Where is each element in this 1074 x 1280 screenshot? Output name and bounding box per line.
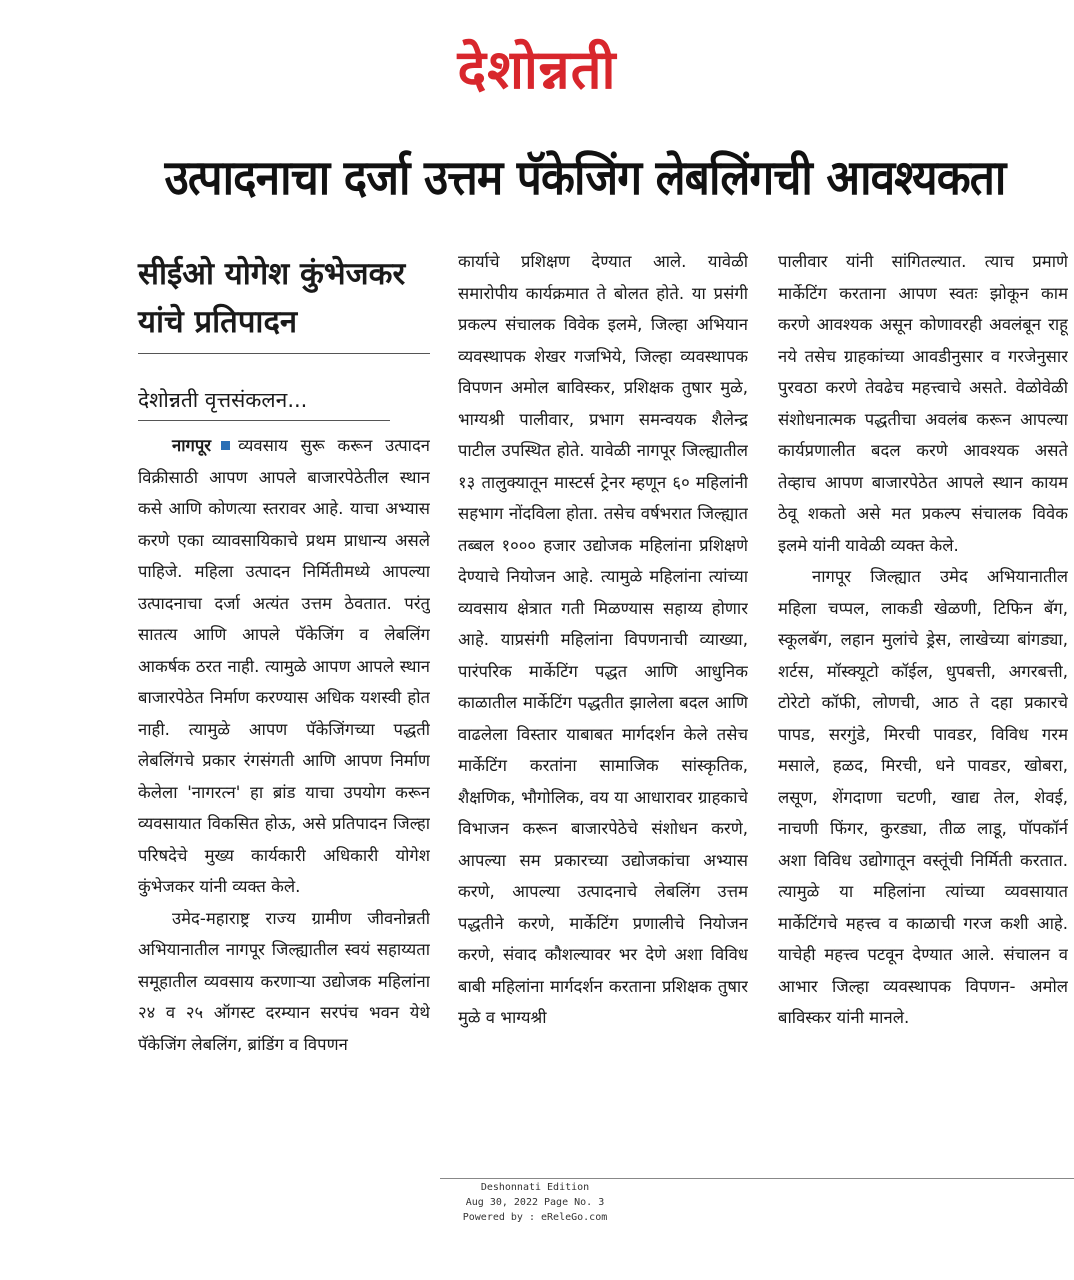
article-column-2 (458, 246, 748, 1182)
footer-rule (440, 1178, 1074, 1179)
subhead-line-2: यांचे प्रतिपादन (138, 304, 298, 340)
bullet-square-icon (221, 441, 230, 450)
paragraph (138, 430, 430, 903)
paragraph: पालीवार यांनी सांगितल्यात. त्याच प्रमाणे मार्केटिंग करताना आपण स्वतः झोकून काम करणे आवश्यक असून कोणावरही अवलंबून राहू नये तसेच ग्राहकांच्या आवडीनुसार व गरजेनुसार पुरवठा करणे तेवढेच महत्त्वाचे असते. वेळोवेळी संशोधनात्मक पद्धतीचा अवलंब करून आपल्या कार्यप्रणालीत बदल करणे आवश्यक असते तेव्हाच आपण बाजारपेठेत आपले स्थान कायम ठेवू शकतो असे मत प्रकल्प संचालक विवेक इलमे यांनी यावेळी व्यक्त केले. (778, 252, 1068, 555)
paragraph: उमेद-महाराष्ट्र राज्य ग्रामीण जीवनोन्नती अभियानातील नागपूर जिल्ह्यातील स्वयं सहाय्यता समूहातील व्यवसाय करणाऱ्या उद्योजक महिलांना २४ व २५ ऑगस्ट दरम्यान सरपंच भवन येथे पॅकेजिंग लेबलिंग, ब्रांडिंग व विपणन (138, 908, 430, 1054)
paragraph: कार्याचे प्रशिक्षण देण्यात आले. यावेळी समारोपीय कार्यक्रमात ते बोलत होते. या प्रसंगी प्रकल्प संचालक विवेक इलमे, जिल्हा अभियान व्यवस्थापक शेखर गजभिये, जिल्हा व्यवस्थापक विपणन अमोल बाविस्कर, प्रशिक्षक तुषार मुळे, भाग्यश्री पालीवार, प्रभाग समन्वयक शैलेन्द्र पाटील उपस्थित होते. यावेळी नागपूर जिल्ह्यातील १३ तालुक्यातून मास्टर्स ट्रेनर म्हणून ६० महिलांनी सहभाग नोंदविला होता. तसेच वर्षभरात जिल्ह्यात तब्बल १००० हजार उद्योजक महिलांना प्रशिक्षणे देण्याचे नियोजन आहे. त्यामुळे महिलांना त्यांच्या व्यवसाय क्षेत्रात गती मिळण्यास सहाय्य होणार आहे. याप्रसंगी महिलांना विपणनाची व्याख्या, पारंपरिक मार्केटिंग पद्धत आणि आधुनिक काळातील मार्केटिंग पद्धतीत झालेला बदल आणि वाढलेला विस्तार याबाबत मार्गदर्शन केले तसेच मार्केटिंग करतांना सामाजिक सांस्कृतिक, शैक्षणिक, भौगोलिक, वय या आधारावर ग्राहकाचे विभाजन करून बाजारपेठेचे संशोधन करणे, आपल्या सम प्रकारच्या उद्योजकांचा अभ्यास करणे, आपल्या उत्पादनाचे लेबलिंग उत्तम पद्धतीने करणे, मार्केटिंग प्रणालीचे नियोजन करणे, संवाद कौशल्यावर भर देणे अशा विविध बाबी महिलांना मार्गदर्शन करताना प्रशिक्षक तुषार मुळे व भाग्यश्री (458, 252, 748, 1027)
paragraph-text: व्यवसाय सुरू करून उत्पादन विक्रीसाठी आपण आपले बाजारपेठेतील स्थान कसे आणि कोणत्या स्तरावर आहे. याचा अभ्यास करणे एका व्यावसायिकाचे प्रथम प्राधान्य असले पाहिजे. महिला उत्पादन निर्मितीमध्ये आपल्या उत्पादनाचा दर्जा अत्यंत उत्तम ठेवतात. परंतु सातत्य आणि आपले पॅकेजिंग व लेबलिंग आकर्षक ठरत नाही. त्यामुळे आपण आपले स्थान बाजारपेठेत निर्माण करण्यास अधिक यशस्वी होत नाही. त्यामुळे आपण पॅकेजिंगच्या पद्धती लेबलिंगचे प्रकार रंगसंगती आणि आपण निर्माण केलेला 'नागरत्न' हा ब्रांड याचा उपयोग करून व्यवसायात विकसित होऊ, असे प्रतिपादन जिल्हा परिषदेचे मुख्य कार्यकारी अधिकारी योगेश कुंभेजकर यांनी व्यक्त केले. (138, 436, 430, 896)
dateline: नागपूर (172, 436, 212, 455)
article-column-1 (138, 430, 430, 1182)
edition-date-page: Aug 30, 2022 Page No. 3 (465, 1197, 605, 1208)
subhead-rule (138, 353, 430, 354)
powered-by: Powered by : eReleGo.com (462, 1212, 608, 1223)
subhead (138, 250, 438, 346)
headline: उत्पादनाचा दर्जा उत्तम पॅकेजिंग लेबलिंगची आवश्यकता (164, 150, 1006, 206)
byline-rule (138, 420, 390, 421)
paragraph: नागपूर जिल्ह्यात उमेद अभियानातील महिला चप्पल, लाकडी खेळणी, टिफिन बॅग, स्कूलबॅग, लहान मुलांचे ड्रेस, लाखेच्या बांगड्या, शर्टस, मॉस्क्यूटो कॉईल, धुपबत्ती, अगरबत्ती, टोरेटो कॉफी, लोणची, आठ ते दहा प्रकारचे पापड, सरगुंडे, मिरची पावडर, विविध गरम मसाले, हळद, मिरची, धने पावडर, खोबरा, लसूण, शेंगदाणा चटणी, खाद्य तेल, शेवई, नाचणी फिंगर, कुरड्या, तीळ लाडू, पॉपकॉर्न अशा विविध उद्योगातून वस्तूंची निर्मिती करतात. त्यामुळे या महिलांना त्यांच्या व्यवसायात मार्केटिंगचे महत्त्व व काळाची गरज कशी आहे. याचेही महत्त्व पटवून देण्यात आले. संचालन व आभार जिल्हा व्यवस्थापक विपणन- अमोल बाविस्कर यांनी मानले. (778, 567, 1068, 1027)
edition-name: Deshonnati Edition (480, 1182, 590, 1193)
masthead: देशोन्नती (457, 38, 617, 101)
subhead-line-1: सीईओ योगेश कुंभेजकर (138, 256, 406, 292)
edition-footer (440, 1180, 630, 1225)
article-column-3 (778, 246, 1068, 1182)
byline: देशोन्नती वृत्तसंकलन... (138, 388, 308, 412)
